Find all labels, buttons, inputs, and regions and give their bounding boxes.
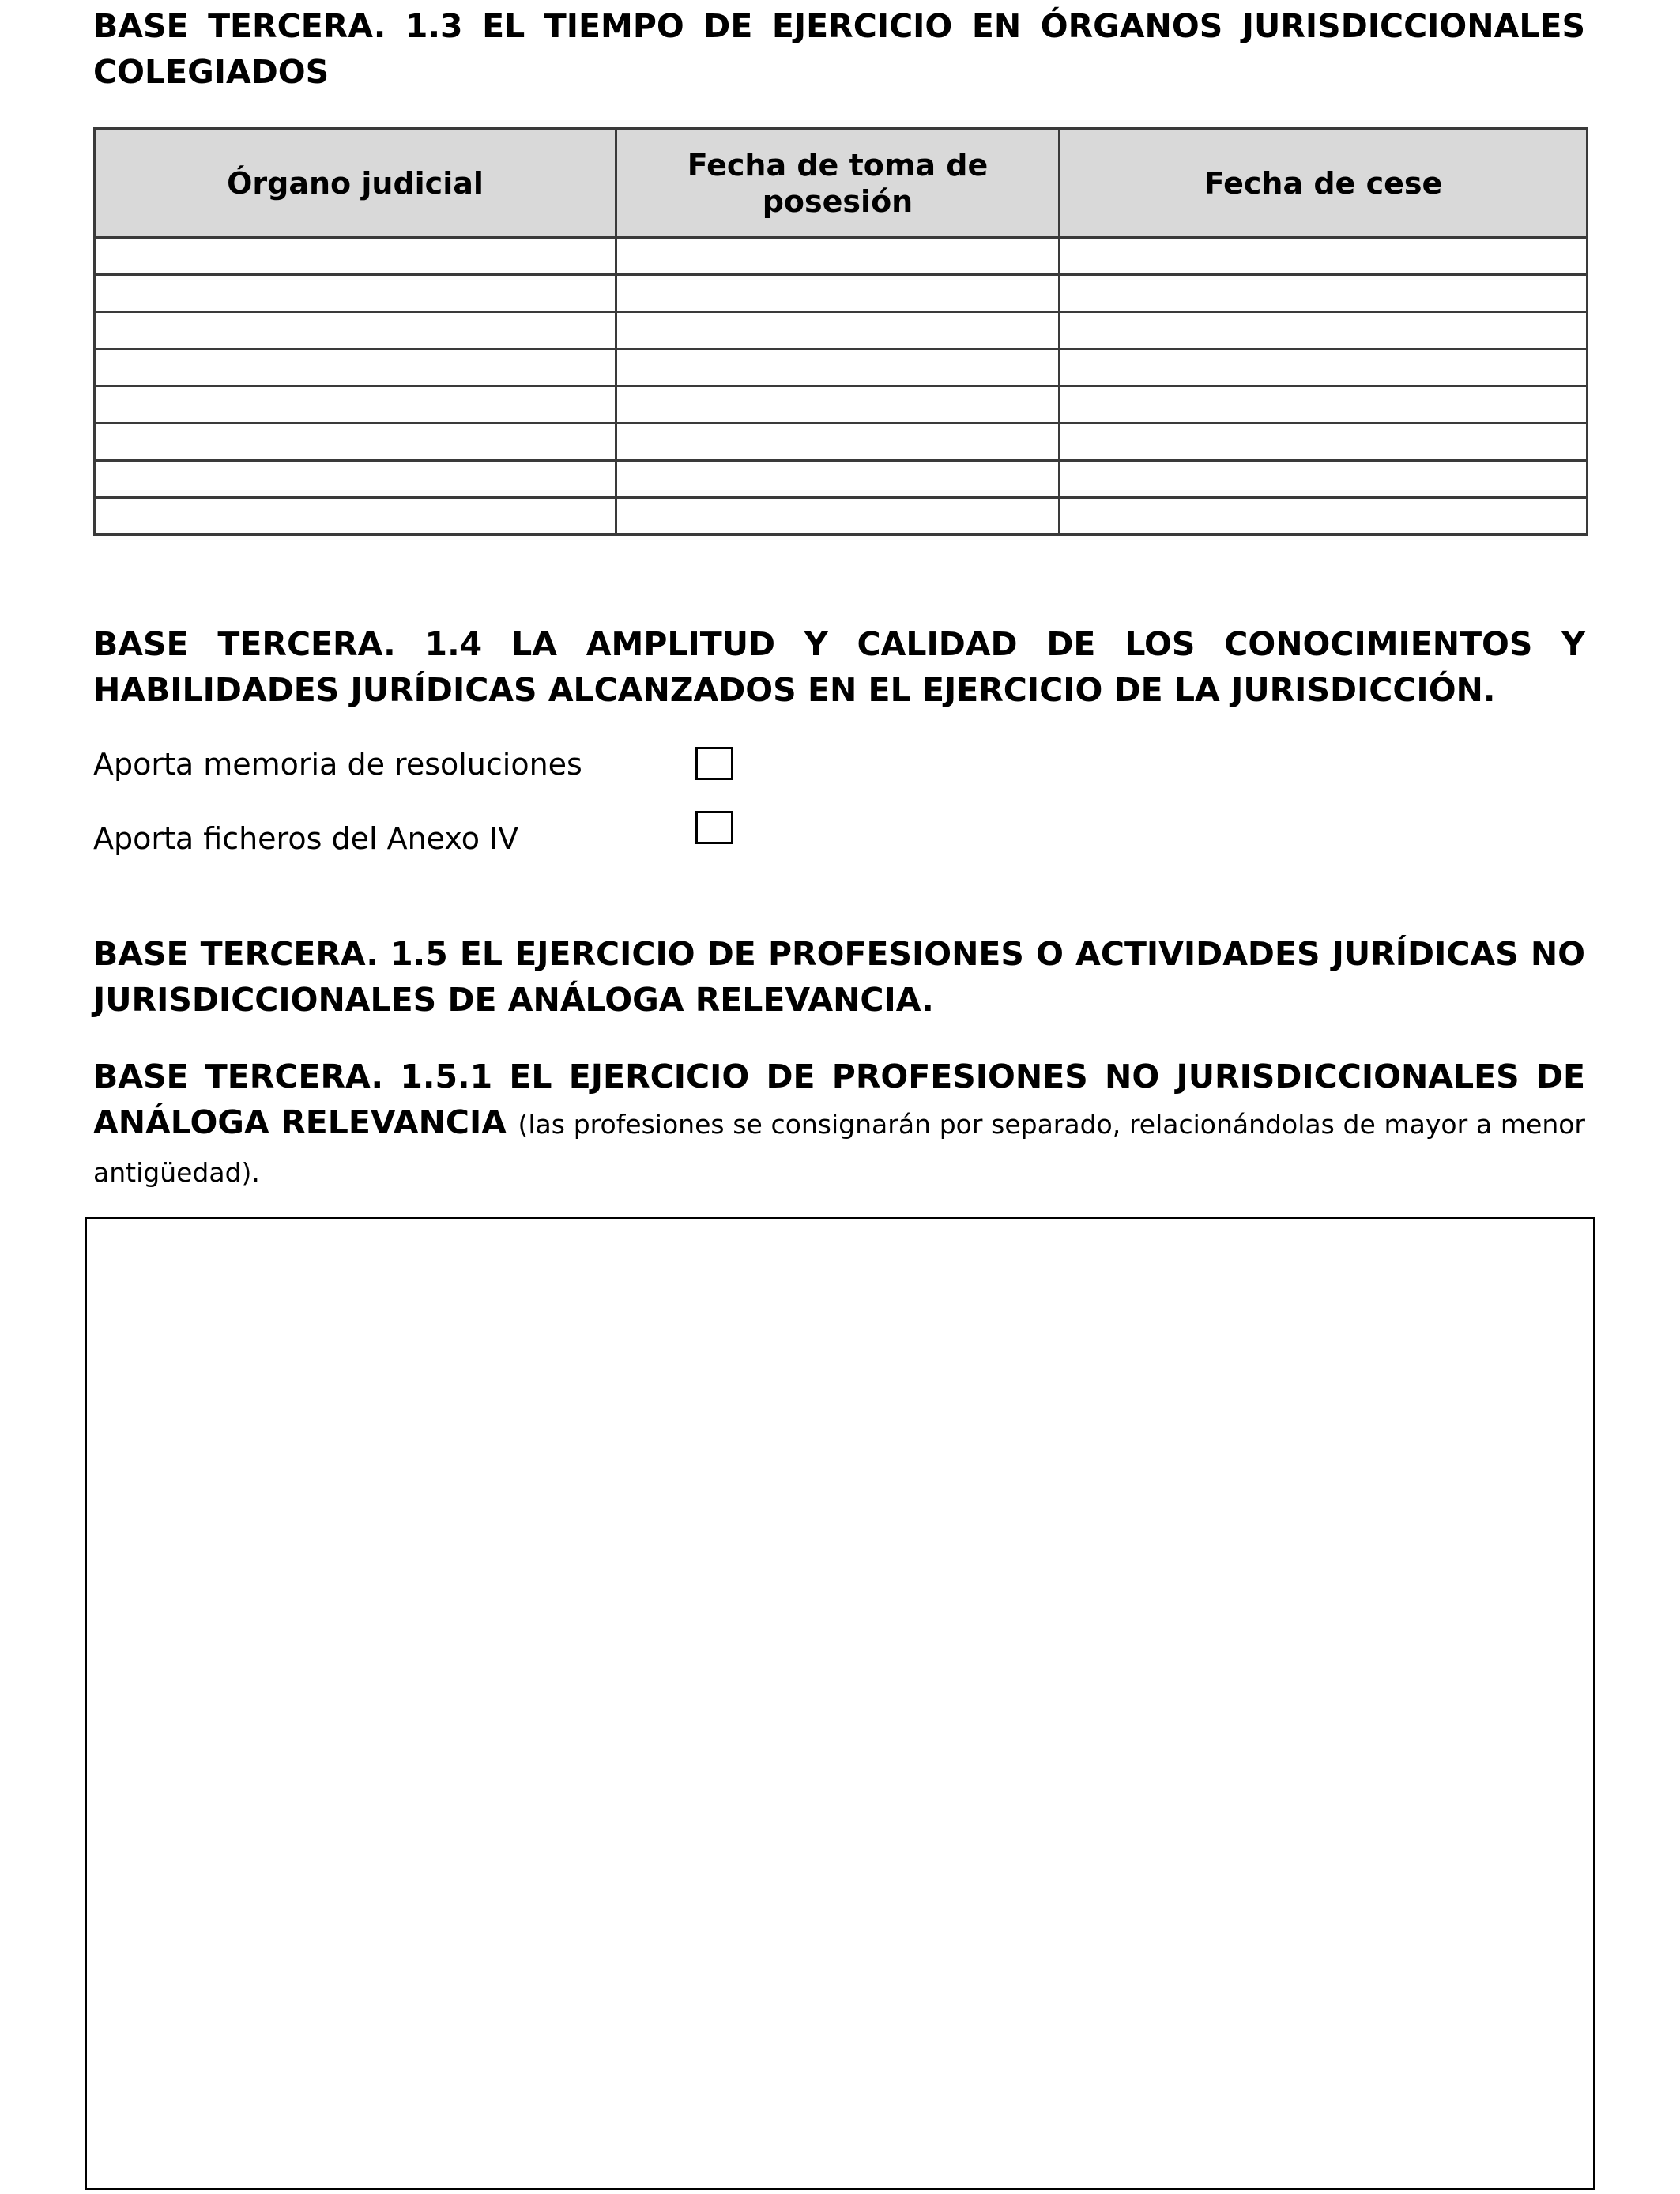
header-organo-judicial: Órgano judicial <box>95 129 616 238</box>
cell-organo-judicial[interactable] <box>95 238 616 275</box>
cell-fecha-toma-posesion[interactable] <box>616 386 1060 424</box>
section-1-5-1-heading <box>93 1054 1585 1196</box>
cell-organo-judicial[interactable] <box>95 312 616 349</box>
table-row <box>95 238 1588 275</box>
cell-fecha-toma-posesion[interactable] <box>616 498 1060 535</box>
cell-organo-judicial[interactable] <box>95 424 616 461</box>
table-row <box>95 275 1588 312</box>
section-1-3-heading: BASE TERCERA. 1.3 EL TIEMPO DE EJERCICIO EN ÓRGANOS JURISDICCIONALES COLEGIADOS <box>93 7 1585 91</box>
table-row <box>95 461 1588 498</box>
ficheros-anexo-iv-label: Aporta ficheros del Anexo IV <box>93 821 519 856</box>
cell-fecha-toma-posesion[interactable] <box>616 349 1060 386</box>
cell-fecha-cese[interactable] <box>1060 461 1588 498</box>
header-fecha-cese: Fecha de cese <box>1060 129 1588 238</box>
ficheros-anexo-iv-checkbox[interactable] <box>695 811 733 844</box>
cell-organo-judicial[interactable] <box>95 386 616 424</box>
cell-fecha-toma-posesion[interactable] <box>616 424 1060 461</box>
section-1-5-heading: BASE TERCERA. 1.5 EL EJERCICIO DE PROFESIONES O ACTIVIDADES JURÍDICAS NO JURISDICCIONALES DE ANÁLOGA RELEVANCIA. <box>93 935 1585 1019</box>
cell-fecha-cese[interactable] <box>1060 424 1588 461</box>
cell-organo-judicial[interactable] <box>95 461 616 498</box>
profesiones-text-area[interactable] <box>85 1217 1595 2190</box>
table-row <box>95 386 1588 424</box>
cell-fecha-cese[interactable] <box>1060 386 1588 424</box>
memoria-resoluciones-checkbox[interactable] <box>695 747 733 780</box>
cell-fecha-cese[interactable] <box>1060 275 1588 312</box>
cell-fecha-cese[interactable] <box>1060 312 1588 349</box>
organos-colegiados-table <box>93 127 1588 536</box>
table-row <box>95 312 1588 349</box>
table-header-row <box>95 129 1588 238</box>
section-1-5-1-title: BASE TERCERA. 1.5.1 EL EJERCICIO DE PROFESIONES NO JURISDICCIONALES DE ANÁLOGA RELEVANCIA <box>93 1057 1585 1141</box>
table-row <box>95 349 1588 386</box>
cell-fecha-toma-posesion[interactable] <box>616 312 1060 349</box>
section-1-5-1-note: (las profesiones se consignarán por separado, relacionándolas de mayor a menor antigüedad). <box>93 1109 1585 1188</box>
memoria-resoluciones-label: Aporta memoria de resoluciones <box>93 747 582 782</box>
cell-fecha-toma-posesion[interactable] <box>616 461 1060 498</box>
cell-fecha-cese[interactable] <box>1060 498 1588 535</box>
cell-fecha-cese[interactable] <box>1060 349 1588 386</box>
cell-organo-judicial[interactable] <box>95 275 616 312</box>
table-row <box>95 424 1588 461</box>
header-fecha-toma-posesion: Fecha de toma de posesión <box>616 129 1060 238</box>
cell-fecha-toma-posesion[interactable] <box>616 238 1060 275</box>
cell-organo-judicial[interactable] <box>95 349 616 386</box>
cell-organo-judicial[interactable] <box>95 498 616 535</box>
table-row <box>95 498 1588 535</box>
cell-fecha-toma-posesion[interactable] <box>616 275 1060 312</box>
cell-fecha-cese[interactable] <box>1060 238 1588 275</box>
section-1-4-heading: BASE TERCERA. 1.4 LA AMPLITUD Y CALIDAD DE LOS CONOCIMIENTOS Y HABILIDADES JURÍDICAS ALCANZADOS EN EL EJERCICIO DE LA JURISDICCIÓN. <box>93 625 1585 709</box>
